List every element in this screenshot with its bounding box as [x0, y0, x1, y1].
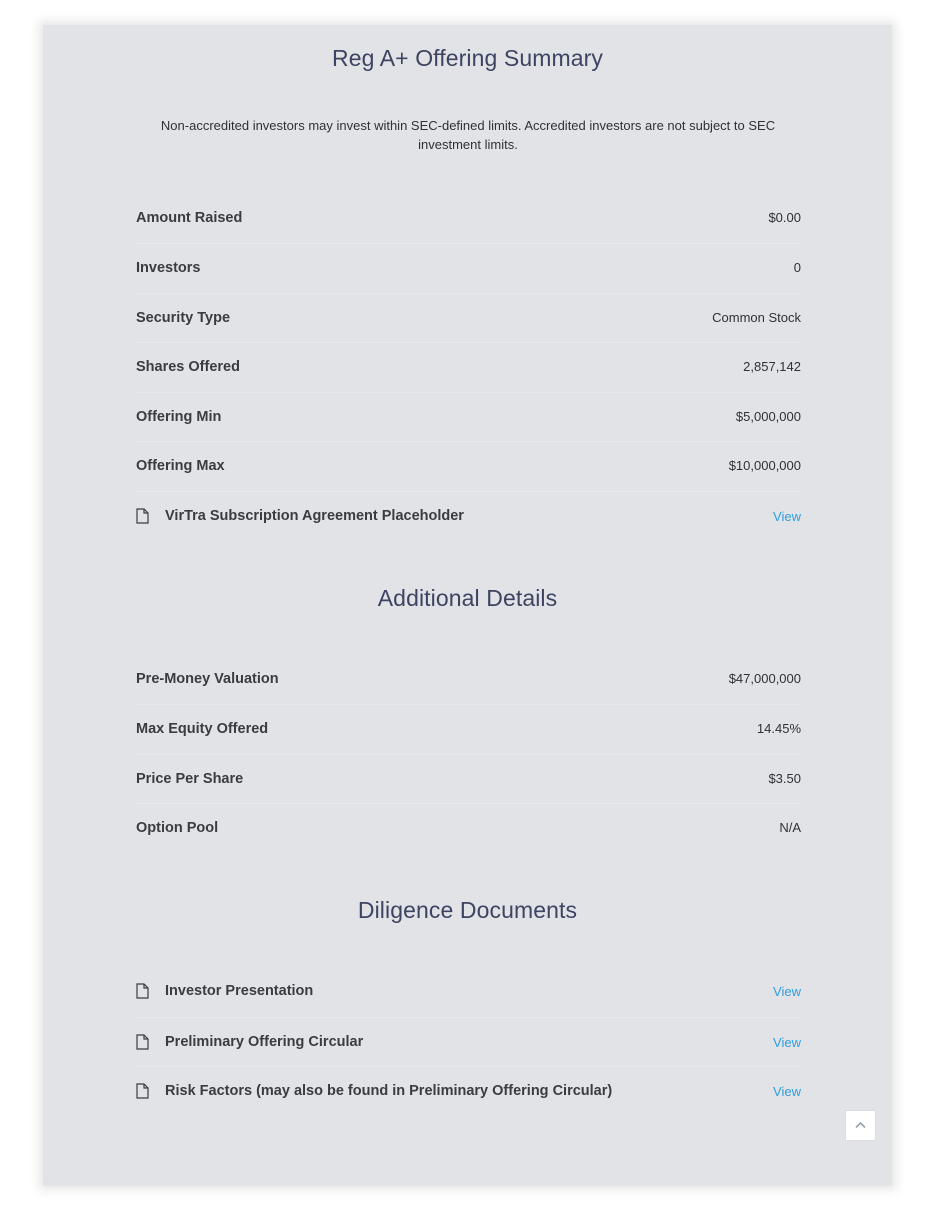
document-icon	[136, 983, 149, 999]
document-icon	[136, 1083, 149, 1099]
summary-row-amount-raised	[136, 194, 801, 243]
row-label: Offering Min	[136, 409, 222, 425]
document-row-investor-presentation	[136, 967, 801, 1016]
row-label: Shares Offered	[136, 359, 240, 375]
detail-row-max-equity-offered	[136, 704, 801, 753]
row-value: $0.00	[768, 210, 801, 225]
detail-row-option-pool	[136, 803, 801, 852]
row-value: $47,000,000	[728, 671, 801, 686]
document-icon	[136, 508, 149, 524]
summary-row-offering-max	[136, 441, 801, 490]
row-label: Offering Max	[136, 458, 225, 474]
document-label: VirTra Subscription Agreement Placeholder	[165, 508, 464, 524]
scroll-to-top-button[interactable]	[845, 1110, 876, 1141]
row-label: Investors	[136, 260, 201, 276]
view-risk-factors-link[interactable]: View	[773, 1084, 801, 1099]
summary-row-investors	[136, 243, 801, 292]
row-label: Max Equity Offered	[136, 721, 269, 737]
chevron-up-icon	[855, 1121, 866, 1129]
row-value: Common Stock	[712, 310, 801, 325]
row-value: $5,000,000	[735, 409, 801, 424]
row-value: 14.45%	[756, 721, 801, 736]
summary-row-shares-offered	[136, 342, 801, 391]
view-subscription-agreement-link[interactable]: View	[773, 509, 801, 524]
document-label: Risk Factors (may also be found in Preliminary Offering Circular)	[165, 1083, 613, 1099]
view-investor-presentation-link[interactable]: View	[773, 984, 801, 999]
diligence-documents-title: Diligence Documents	[357, 897, 578, 923]
row-value: N/A	[779, 820, 801, 835]
document-label: Investor Presentation	[165, 983, 314, 999]
row-label: Pre-Money Valuation	[136, 671, 279, 687]
row-value: $3.50	[768, 771, 801, 786]
row-label: Amount Raised	[136, 210, 243, 226]
row-label: Price Per Share	[136, 771, 244, 787]
document-row-risk-factors	[136, 1066, 801, 1115]
document-row-subscription-agreement	[136, 491, 801, 540]
additional-details-title: Additional Details	[377, 585, 558, 611]
detail-row-pre-money-valuation	[136, 655, 801, 704]
summary-row-offering-min	[136, 392, 801, 441]
row-value: 0	[793, 260, 801, 275]
investor-limits-notice: Non-accredited investors may invest within SEC-defined limits. Accredited investors are not subject to SEC investment limits.	[160, 118, 776, 152]
row-label: Security Type	[136, 310, 231, 326]
offering-panel	[43, 25, 892, 1186]
summary-row-security-type	[136, 293, 801, 342]
document-icon	[136, 1034, 149, 1050]
row-value: $10,000,000	[728, 458, 801, 473]
document-label: Preliminary Offering Circular	[165, 1034, 364, 1050]
document-row-preliminary-offering-circular	[136, 1017, 801, 1066]
offering-summary-title: Reg A+ Offering Summary	[332, 45, 603, 71]
row-value: 2,857,142	[743, 359, 801, 374]
row-label: Option Pool	[136, 820, 219, 836]
detail-row-price-per-share	[136, 754, 801, 803]
view-preliminary-offering-circular-link[interactable]: View	[773, 1035, 801, 1050]
